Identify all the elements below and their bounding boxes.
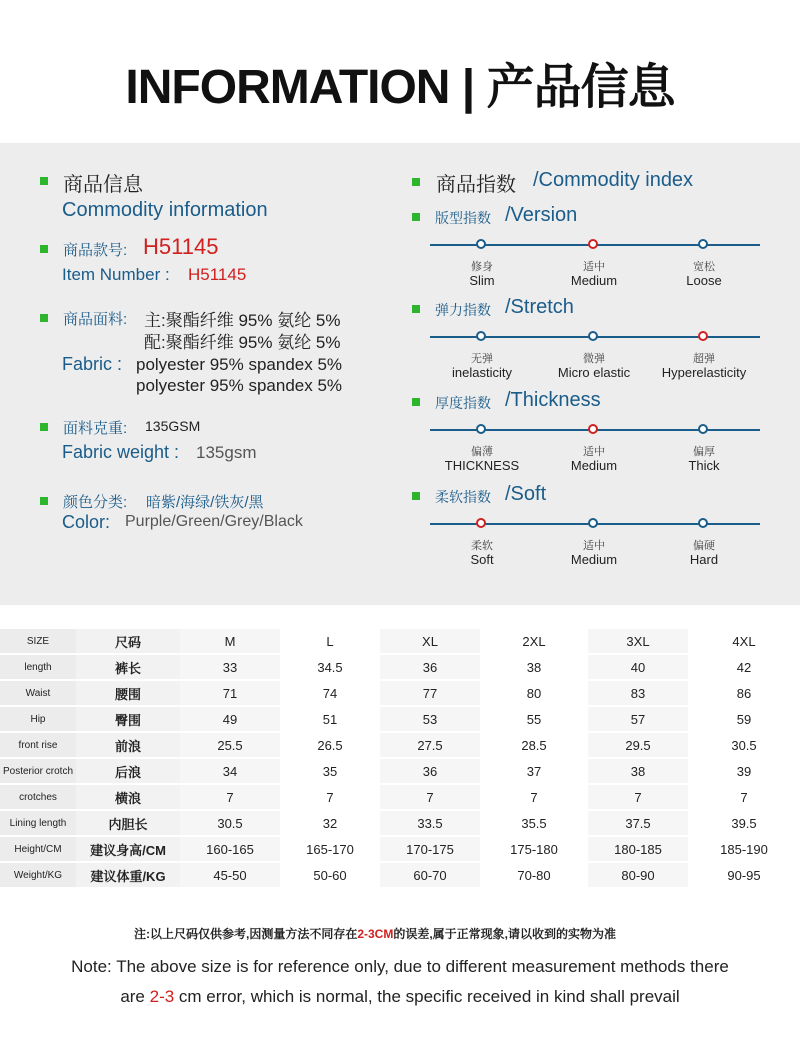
- table-cell: 90-95: [688, 862, 800, 888]
- scale-option-en: Hard: [689, 552, 719, 567]
- scale-option: [534, 260, 654, 288]
- table-cell: 7: [688, 784, 800, 810]
- table-cell: 建议体重/KG: [76, 862, 180, 888]
- table-cell: Lining length: [0, 810, 76, 836]
- scale-title-en: /Stretch: [505, 296, 574, 318]
- scale-marker: [476, 239, 486, 249]
- table-cell: 71: [180, 680, 280, 706]
- scale-marker-selected: [698, 331, 708, 341]
- weight-label-zh: 面料克重:: [63, 420, 128, 437]
- table-cell: 32: [280, 810, 380, 836]
- scale-option: [534, 352, 654, 380]
- table-cell: 35: [280, 758, 380, 784]
- table-cell: 33: [180, 654, 280, 680]
- scale-option: [644, 352, 764, 380]
- scale-title-en: /Soft: [505, 483, 547, 505]
- scale-marker: [698, 518, 708, 528]
- scale-title-zh: 弹力指数: [435, 302, 491, 318]
- note-en-highlight: 2-3: [149, 987, 175, 1006]
- table-cell: 57: [588, 706, 688, 732]
- scale-option: [422, 260, 542, 288]
- bullet-icon: [40, 497, 48, 505]
- table-cell: 建议身高/CM: [76, 836, 180, 862]
- scale-option-en: Loose: [686, 273, 722, 288]
- scale-option-zh: 偏薄: [471, 446, 493, 458]
- note-zh-prefix: 注:以上尺码仅供参考,因测量方法不同存在: [133, 927, 358, 941]
- table-cell: Height/CM: [0, 836, 76, 862]
- note-zh-highlight: 2-3CM: [357, 927, 394, 941]
- scale-option-zh: 适中: [583, 446, 605, 458]
- table-row: [0, 862, 800, 888]
- table-cell: 7: [588, 784, 688, 810]
- page-title: INFORMATION | 产品信息: [125, 61, 675, 114]
- table-cell: 59: [688, 706, 800, 732]
- table-cell: 36: [380, 758, 480, 784]
- table-cell: 175-180: [480, 836, 588, 862]
- table-cell: 7: [180, 784, 280, 810]
- table-cell: 42: [688, 654, 800, 680]
- color-label-en: Color:: [62, 512, 111, 532]
- table-cell: 60-70: [380, 862, 480, 888]
- table-cell: 36: [380, 654, 480, 680]
- scale-option: [422, 539, 542, 567]
- scale-marker-selected: [588, 424, 598, 434]
- table-cell: 38: [480, 654, 588, 680]
- fabric-main-zh: 主:聚酯纤维 95% 氨纶 5%: [144, 311, 341, 330]
- table-cell: 165-170: [280, 836, 380, 862]
- note-en-prefix: are: [120, 987, 150, 1006]
- scale-marker: [476, 424, 486, 434]
- scale-option-en: Soft: [470, 552, 494, 567]
- table-cell: 160-165: [180, 836, 280, 862]
- scale-option-en: Slim: [469, 273, 495, 288]
- table-row: [0, 654, 800, 680]
- scale-option: [644, 539, 764, 567]
- table-cell: 29.5: [588, 732, 688, 758]
- note-en: [0, 952, 800, 1012]
- table-cell: 80: [480, 680, 588, 706]
- scale-marker: [698, 424, 708, 434]
- table-cell: 55: [480, 706, 588, 732]
- table-row: [0, 810, 800, 836]
- table-cell: 7: [380, 784, 480, 810]
- scale-option-en: Thick: [688, 458, 720, 473]
- scale-marker: [476, 331, 486, 341]
- fabric-lining-en: polyester 95% spandex 5%: [136, 376, 343, 395]
- scale-option-zh: 适中: [583, 261, 605, 273]
- table-cell: 37.5: [588, 810, 688, 836]
- note-zh: [0, 925, 750, 942]
- commodity-heading-en: Commodity information: [62, 199, 268, 221]
- table-cell: 26.5: [280, 732, 380, 758]
- table-cell: 前浪: [76, 732, 180, 758]
- table-cell: 50-60: [280, 862, 380, 888]
- table-cell: front rise: [0, 732, 76, 758]
- scale-title-en: /Version: [505, 204, 578, 226]
- scale-option-zh: 超弹: [693, 353, 715, 365]
- table-cell: 34: [180, 758, 280, 784]
- fabric-label-en: Fabric :: [62, 354, 123, 374]
- table-cell: 35.5: [480, 810, 588, 836]
- scale-option-en: Micro elastic: [557, 365, 631, 380]
- table-cell: 30.5: [688, 732, 800, 758]
- table-cell: 7: [280, 784, 380, 810]
- table-row: [0, 732, 800, 758]
- item-value-en: H51145: [188, 265, 247, 284]
- table-header-cell: 4XL: [688, 629, 800, 654]
- scale-title-en: /Thickness: [505, 389, 601, 411]
- table-cell: 51: [280, 706, 380, 732]
- table-header-cell: L: [280, 629, 380, 654]
- scale-option-zh: 偏厚: [693, 446, 715, 458]
- bullet-icon: [40, 314, 48, 322]
- color-label-zh: 颜色分类:: [63, 494, 128, 511]
- note-en-line1: Note: The above size is for reference only, due to different measurement methods there: [71, 957, 729, 976]
- table-cell: Weight/KG: [0, 862, 76, 888]
- table-header-row: [0, 629, 800, 654]
- table-cell: Waist: [0, 680, 76, 706]
- table-cell: 180-185: [588, 836, 688, 862]
- scale-option: [644, 260, 764, 288]
- table-cell: 77: [380, 680, 480, 706]
- fabric-lining-zh: 配:聚酯纤维 95% 氨纶 5%: [144, 333, 341, 352]
- scale-option-zh: 修身: [471, 261, 493, 273]
- fabric-main-en: polyester 95% spandex 5%: [136, 355, 343, 374]
- weight-value-zh: 135GSM: [145, 418, 201, 434]
- table-cell: 39.5: [688, 810, 800, 836]
- table-cell: Hip: [0, 706, 76, 732]
- table-cell: 裤长: [76, 654, 180, 680]
- bullet-icon: [40, 245, 48, 253]
- index-heading-en: /Commodity index: [533, 169, 694, 191]
- scale-option-en: Medium: [570, 458, 618, 473]
- scale-title-zh: 厚度指数: [435, 395, 491, 411]
- weight-value-en: 135gsm: [196, 443, 257, 462]
- table-cell: 后浪: [76, 758, 180, 784]
- table-cell: 185-190: [688, 836, 800, 862]
- table-row: [0, 758, 800, 784]
- table-cell: 70-80: [480, 862, 588, 888]
- scale-option-en: THICKNESS: [444, 458, 520, 473]
- item-label-en: Item Number :: [62, 265, 170, 284]
- scale-option-zh: 柔软: [471, 540, 493, 552]
- table-header-cell: M: [180, 629, 280, 654]
- scale-marker: [698, 239, 708, 249]
- note-en-suffix: cm error, which is normal, the specific received in kind shall prevail: [174, 987, 680, 1006]
- table-row: [0, 836, 800, 862]
- table-row: [0, 706, 800, 732]
- scale-option-zh: 宽松: [693, 261, 715, 273]
- table-cell: 38: [588, 758, 688, 784]
- item-label-zh: 商品款号:: [63, 242, 128, 259]
- scale-title-zh: 版型指数: [435, 210, 491, 226]
- table-cell: 74: [280, 680, 380, 706]
- table-row: [0, 680, 800, 706]
- table-cell: 37: [480, 758, 588, 784]
- table-cell: 49: [180, 706, 280, 732]
- table-cell: 40: [588, 654, 688, 680]
- fabric-label-zh: 商品面料:: [63, 311, 128, 328]
- table-cell: 28.5: [480, 732, 588, 758]
- scale-option-en: inelasticity: [452, 365, 512, 380]
- table-cell: 33.5: [380, 810, 480, 836]
- commodity-heading-zh: 商品信息: [63, 174, 143, 196]
- bullet-icon: [40, 177, 48, 185]
- note-en-line2: [0, 982, 800, 1012]
- table-cell: 39: [688, 758, 800, 784]
- table-cell: Posterior crotch: [0, 758, 76, 784]
- size-table: [0, 629, 800, 889]
- table-cell: 27.5: [380, 732, 480, 758]
- scale-option-en: Hyperelasticity: [661, 365, 747, 380]
- table-cell: 7: [480, 784, 588, 810]
- scale-marker-selected: [588, 239, 598, 249]
- color-value-en: Purple/Green/Grey/Black: [125, 513, 303, 530]
- scale-option: [534, 539, 654, 567]
- bullet-icon: [40, 423, 48, 431]
- scale-option-zh: 无弹: [471, 353, 493, 365]
- scale-option-en: Medium: [570, 273, 618, 288]
- item-value-zh: H51145: [143, 234, 219, 259]
- table-cell: 34.5: [280, 654, 380, 680]
- bullet-icon: [412, 398, 420, 406]
- table-cell: 腰围: [76, 680, 180, 706]
- index-heading-zh: 商品指数: [436, 174, 516, 196]
- note-zh-suffix: 的误差,属于正常现象,请以收到的实物为准: [393, 927, 617, 941]
- color-value-zh: 暗紫/海绿/铁灰/黑: [146, 494, 264, 511]
- weight-label-en: Fabric weight :: [62, 442, 180, 462]
- table-cell: 25.5: [180, 732, 280, 758]
- table-cell: 臀围: [76, 706, 180, 732]
- table-cell: 45-50: [180, 862, 280, 888]
- table-cell: 横浪: [76, 784, 180, 810]
- table-cell: length: [0, 654, 76, 680]
- table-header-cell: 3XL: [588, 629, 688, 654]
- scale-option-zh: 适中: [583, 540, 605, 552]
- bullet-icon: [412, 178, 420, 186]
- bullet-icon: [412, 213, 420, 221]
- table-header-cell: SIZE: [0, 629, 76, 654]
- table-cell: 30.5: [180, 810, 280, 836]
- table-header-cell: 尺码: [76, 629, 180, 654]
- scale-option: [422, 445, 542, 473]
- scale-option-en: Medium: [570, 552, 618, 567]
- scale-option: [644, 445, 764, 473]
- scale-option: [422, 352, 542, 380]
- table-header-cell: XL: [380, 629, 480, 654]
- scale-option: [534, 445, 654, 473]
- scale-marker: [588, 331, 598, 341]
- scale-marker-selected: [476, 518, 486, 528]
- table-cell: 83: [588, 680, 688, 706]
- info-panel: [0, 143, 800, 605]
- table-row: [0, 784, 800, 810]
- table-cell: 53: [380, 706, 480, 732]
- table-cell: 170-175: [380, 836, 480, 862]
- scale-option-zh: 偏硬: [693, 540, 715, 552]
- bullet-icon: [412, 305, 420, 313]
- scale-marker: [588, 518, 598, 528]
- scale-title-zh: 柔软指数: [435, 489, 491, 505]
- table-cell: crotches: [0, 784, 76, 810]
- bullet-icon: [412, 492, 420, 500]
- table-cell: 86: [688, 680, 800, 706]
- table-cell: 80-90: [588, 862, 688, 888]
- table-cell: 内胆长: [76, 810, 180, 836]
- table-header-cell: 2XL: [480, 629, 588, 654]
- scale-option-zh: 微弹: [583, 353, 605, 365]
